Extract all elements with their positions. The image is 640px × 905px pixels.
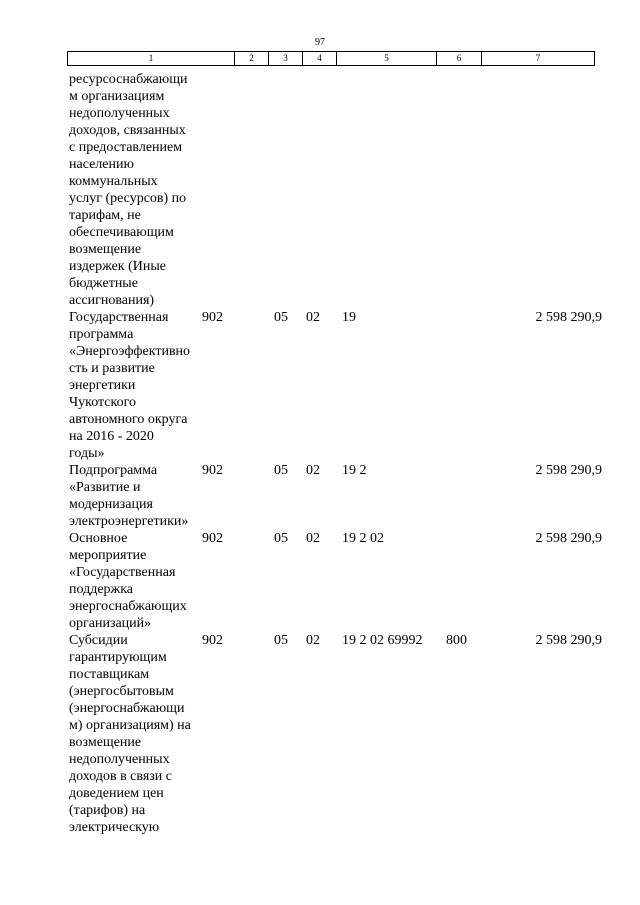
description-line: модернизация — [69, 497, 153, 512]
description-line: поддержка — [69, 582, 134, 597]
section-code: 05 — [274, 531, 288, 546]
description-line: доходов, связанных — [69, 123, 186, 138]
description-line: услуг (ресурсов) по — [69, 191, 187, 206]
description-line: организаций» — [69, 616, 152, 631]
description-line: мероприятие — [69, 548, 147, 563]
admin-code: 902 — [202, 463, 223, 478]
row-description — [69, 632, 205, 836]
description-line: «Государственная — [69, 565, 176, 580]
description-line: энергетики — [69, 378, 136, 393]
description-line: годы» — [69, 446, 105, 461]
target-article-code: 19 2 02 — [342, 531, 384, 546]
description-line: Подпрограмма — [69, 463, 158, 478]
description-line: Основное — [69, 531, 128, 546]
row-description — [69, 462, 205, 530]
subsection-code: 02 — [306, 310, 320, 325]
table-row — [0, 530, 640, 632]
table-row — [0, 632, 640, 836]
column-header-3: 3 — [269, 52, 303, 66]
description-line: ассигнования) — [69, 293, 155, 308]
section-code: 05 — [274, 633, 288, 648]
table-row — [0, 462, 640, 530]
description-line: возмещение — [69, 242, 142, 257]
amount: 2 598 290,9 — [535, 310, 602, 325]
column-header-7: 7 — [482, 52, 595, 66]
description-line: программа — [69, 327, 134, 342]
row-description — [69, 309, 205, 462]
column-header-1: 1 — [68, 52, 235, 66]
section-code: 05 — [274, 310, 288, 325]
admin-code: 902 — [202, 531, 223, 546]
description-line: «Энергоэффективно — [69, 344, 191, 359]
description-line: бюджетные — [69, 276, 138, 291]
expense-type-code: 800 — [446, 633, 467, 648]
description-line: на 2016 - 2020 — [69, 429, 154, 444]
description-line: электроэнергетики» — [69, 514, 189, 529]
subsection-code: 02 — [306, 633, 320, 648]
description-line: доведением цен — [69, 786, 164, 801]
description-line: (тарифов) на — [69, 803, 146, 818]
description-line: ресурсоснабжающи — [69, 72, 188, 87]
column-header-4: 4 — [303, 52, 337, 66]
description-line: недополученных — [69, 106, 170, 121]
amount: 2 598 290,9 — [535, 531, 602, 546]
description-line: населению — [69, 157, 134, 172]
column-header-6: 6 — [437, 52, 482, 66]
admin-code: 902 — [202, 633, 223, 648]
description-line: недополученных — [69, 752, 170, 767]
description-line: возмещение — [69, 735, 142, 750]
description-line: сть и развитие — [69, 361, 155, 376]
amount: 2 598 290,9 — [535, 633, 602, 648]
description-line: Государственная — [69, 310, 169, 325]
description-line: электрическую — [69, 820, 160, 835]
section-code: 05 — [274, 463, 288, 478]
column-header-2: 2 — [235, 52, 269, 66]
description-line: тарифам, не — [69, 208, 141, 223]
description-line: гарантирующим — [69, 650, 167, 665]
description-line: доходов в связи с — [69, 769, 172, 784]
admin-code: 902 — [202, 310, 223, 325]
description-line: с предоставлением — [69, 140, 183, 155]
table-row — [0, 71, 640, 309]
table-row — [0, 309, 640, 462]
description-line: издержек (Иные — [69, 259, 166, 274]
description-line: (энергосбытовым — [69, 684, 174, 699]
description-line: (энергоснабжающи — [69, 701, 185, 716]
description-line: м организациям — [69, 89, 165, 104]
description-line: энергоснабжающих — [69, 599, 187, 614]
row-description — [69, 71, 205, 309]
description-line: поставщикам — [69, 667, 150, 682]
subsection-code: 02 — [306, 531, 320, 546]
subsection-code: 02 — [306, 463, 320, 478]
amount: 2 598 290,9 — [535, 463, 602, 478]
column-header-row — [67, 51, 595, 66]
target-article-code: 19 2 02 69992 — [342, 633, 423, 648]
description-line: «Развитие и — [69, 480, 141, 495]
description-line: обеспечивающим — [69, 225, 174, 240]
description-line: автономного округа — [69, 412, 188, 427]
target-article-code: 19 — [342, 310, 356, 325]
column-header-5: 5 — [337, 52, 437, 66]
page-number: 97 — [315, 37, 325, 48]
description-line: коммунальных — [69, 174, 158, 189]
target-article-code: 19 2 — [342, 463, 367, 478]
budget-table-body — [0, 71, 640, 836]
description-line: Субсидии — [69, 633, 128, 648]
description-line: Чукотского — [69, 395, 136, 410]
description-line: м) организациям) на — [69, 718, 191, 733]
row-description — [69, 530, 205, 632]
